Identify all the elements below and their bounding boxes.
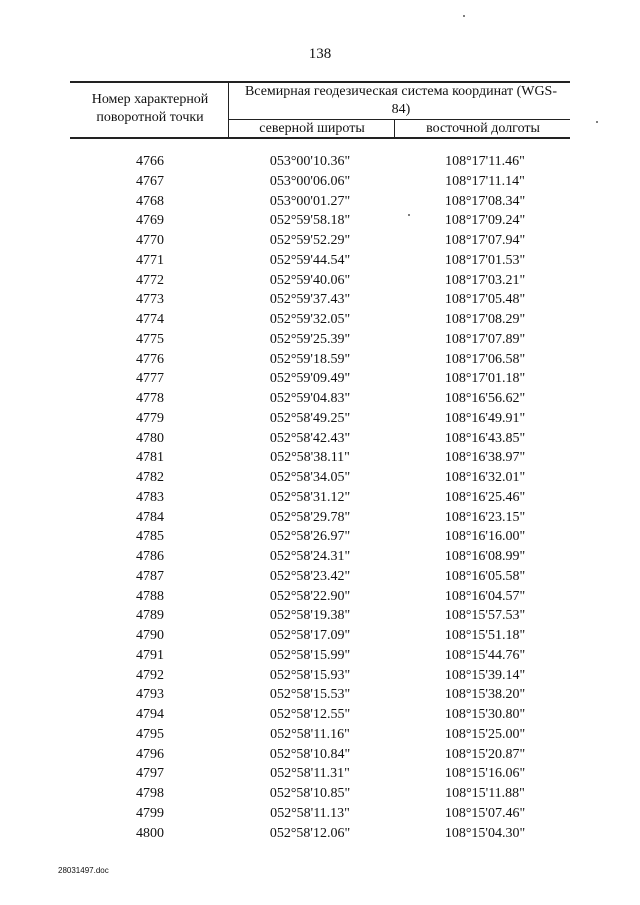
latitude-cell: 052°58'15.99" bbox=[269, 647, 351, 663]
table-row bbox=[0, 508, 640, 528]
table-row bbox=[0, 587, 640, 607]
table-row bbox=[0, 429, 640, 449]
longitude-cell: 108°15'11.88" bbox=[445, 786, 525, 801]
latitude-cell: 052°58'12.55" bbox=[269, 707, 351, 722]
point-number-cell: 4795 bbox=[136, 726, 164, 742]
table-row bbox=[0, 172, 640, 192]
point-number-cell: 4792 bbox=[136, 667, 164, 683]
longitude-cell: 108°16'32.01" bbox=[444, 470, 526, 485]
longitude-cell: 108°15'38.20" bbox=[444, 687, 526, 703]
latitude-cell: 052°59'40.06" bbox=[269, 272, 351, 288]
latitude-cell: 052°58'23.42" bbox=[269, 568, 351, 584]
table-row bbox=[0, 685, 640, 705]
table-row bbox=[0, 764, 640, 784]
longitude-cell: 108°16'16.00" bbox=[444, 529, 526, 545]
latitude-cell: 052°59'44.54" bbox=[269, 252, 351, 268]
longitude-cell: 108°15'51.18" bbox=[444, 628, 526, 643]
latitude-cell: 052°58'11.31" bbox=[270, 766, 350, 782]
table-row bbox=[0, 152, 640, 172]
table-row bbox=[0, 448, 640, 468]
table-row bbox=[0, 369, 640, 389]
table-row bbox=[0, 389, 640, 409]
latitude-cell: 052°58'12.06" bbox=[269, 825, 351, 841]
longitude-cell: 108°17'09.24" bbox=[444, 213, 526, 229]
table-row bbox=[0, 211, 640, 231]
latitude-cell: 052°58'38.11" bbox=[270, 450, 350, 466]
header-point-number: Номер характерной поворотной точки bbox=[91, 92, 209, 125]
latitude-cell: 052°58'11.16" bbox=[270, 726, 350, 742]
point-number-cell: 4793 bbox=[136, 687, 164, 703]
longitude-cell: 108°16'25.46" bbox=[444, 489, 526, 505]
point-number-cell: 4786 bbox=[136, 549, 164, 564]
longitude-cell: 108°17'07.89" bbox=[444, 331, 526, 347]
point-number-cell: 4777 bbox=[136, 371, 164, 387]
table-row bbox=[0, 350, 640, 370]
latitude-cell: 052°59'09.49" bbox=[269, 371, 351, 387]
table-row bbox=[0, 310, 640, 330]
point-number-cell: 4787 bbox=[136, 568, 164, 584]
latitude-cell: 052°58'49.25" bbox=[269, 410, 351, 426]
longitude-cell: 108°17'07.94" bbox=[444, 233, 526, 248]
point-number-cell: 4776 bbox=[136, 351, 164, 367]
point-number-cell: 4769 bbox=[136, 213, 164, 229]
latitude-cell: 052°58'17.09" bbox=[269, 628, 351, 643]
longitude-cell: 108°16'05.58" bbox=[444, 568, 526, 584]
coordinate-table bbox=[0, 152, 640, 843]
longitude-cell: 108°15'25.00" bbox=[444, 726, 526, 742]
longitude-cell: 108°15'04.30" bbox=[444, 825, 526, 841]
table-row bbox=[0, 705, 640, 725]
header-divider-sub bbox=[394, 119, 395, 138]
table-row bbox=[0, 488, 640, 508]
point-number-cell: 4782 bbox=[136, 470, 164, 485]
latitude-cell: 052°58'15.93" bbox=[269, 667, 351, 683]
table-row bbox=[0, 251, 640, 271]
point-number-cell: 4790 bbox=[136, 628, 164, 643]
longitude-cell: 108°17'01.53" bbox=[444, 252, 526, 268]
longitude-cell: 108°17'06.58" bbox=[444, 351, 526, 367]
latitude-cell: 052°59'52.29" bbox=[269, 233, 351, 248]
point-number-cell: 4774 bbox=[136, 312, 164, 327]
point-number-cell: 4797 bbox=[136, 766, 164, 782]
point-number-cell: 4775 bbox=[136, 331, 164, 347]
latitude-cell: 052°59'58.18" bbox=[269, 213, 351, 229]
longitude-cell: 108°16'49.91" bbox=[444, 410, 526, 426]
point-number-cell: 4791 bbox=[136, 647, 164, 663]
table-row bbox=[0, 567, 640, 587]
table-row bbox=[0, 231, 640, 251]
point-number-cell: 4796 bbox=[136, 746, 164, 762]
file-name: 28031497.doc bbox=[58, 866, 109, 875]
point-number-cell: 4785 bbox=[136, 529, 164, 545]
point-number-cell: 4767 bbox=[136, 173, 164, 189]
longitude-cell: 108°17'08.29" bbox=[444, 312, 526, 327]
scan-speck bbox=[408, 214, 410, 216]
point-number-cell: 4768 bbox=[136, 193, 164, 209]
longitude-cell: 108°17'03.21" bbox=[444, 272, 526, 288]
table-row bbox=[0, 646, 640, 666]
table-row bbox=[0, 330, 640, 350]
point-number-cell: 4800 bbox=[136, 825, 164, 841]
longitude-cell: 108°15'39.14" bbox=[444, 667, 526, 683]
header-coordinate-system: Всемирная геодезическая система координат (WGS-84) bbox=[244, 84, 558, 117]
point-number-cell: 4799 bbox=[136, 805, 164, 821]
latitude-cell: 052°58'22.90" bbox=[269, 588, 351, 604]
table-row bbox=[0, 804, 640, 824]
latitude-cell: 052°59'25.39" bbox=[269, 331, 351, 347]
longitude-cell: 108°16'56.62" bbox=[444, 391, 526, 406]
table-row bbox=[0, 468, 640, 488]
latitude-cell: 053°00'01.27" bbox=[269, 193, 351, 209]
point-number-cell: 4784 bbox=[136, 509, 164, 525]
latitude-cell: 052°59'04.83" bbox=[269, 391, 351, 406]
table-row bbox=[0, 745, 640, 765]
longitude-cell: 108°15'16.06" bbox=[444, 766, 526, 782]
point-number-cell: 4781 bbox=[136, 450, 164, 466]
latitude-cell: 052°58'31.12" bbox=[269, 489, 351, 505]
point-number-cell: 4798 bbox=[136, 786, 164, 801]
latitude-cell: 052°58'24.31" bbox=[269, 549, 351, 564]
longitude-cell: 108°17'05.48" bbox=[444, 292, 526, 308]
point-number-cell: 4788 bbox=[136, 588, 164, 604]
longitude-cell: 108°17'01.18" bbox=[444, 371, 526, 387]
latitude-cell: 052°58'26.97" bbox=[269, 529, 351, 545]
table-row bbox=[0, 725, 640, 745]
table-row bbox=[0, 784, 640, 804]
latitude-cell: 053°00'06.06" bbox=[269, 173, 351, 189]
table-row bbox=[0, 547, 640, 567]
longitude-cell: 108°16'43.85" bbox=[444, 430, 526, 446]
table-row bbox=[0, 666, 640, 686]
latitude-cell: 052°58'11.13" bbox=[270, 805, 350, 821]
longitude-cell: 108°17'11.46" bbox=[445, 154, 525, 169]
longitude-cell: 108°16'08.99" bbox=[444, 549, 526, 564]
point-number-cell: 4766 bbox=[136, 154, 164, 169]
table-row bbox=[0, 824, 640, 844]
table-row bbox=[0, 626, 640, 646]
table-row bbox=[0, 271, 640, 291]
longitude-cell: 108°17'11.14" bbox=[445, 173, 525, 189]
table-row bbox=[0, 527, 640, 547]
latitude-cell: 052°59'18.59" bbox=[269, 351, 351, 367]
longitude-cell: 108°16'38.97" bbox=[444, 450, 526, 466]
latitude-cell: 052°58'10.84" bbox=[269, 746, 351, 762]
header-latitude: северной широты bbox=[259, 121, 365, 136]
point-number-cell: 4778 bbox=[136, 391, 164, 406]
latitude-cell: 053°00'10.36" bbox=[269, 154, 351, 169]
latitude-cell: 052°58'15.53" bbox=[269, 687, 351, 703]
latitude-cell: 052°58'34.05" bbox=[269, 470, 351, 485]
longitude-cell: 108°15'44.76" bbox=[444, 647, 526, 663]
point-number-cell: 4770 bbox=[136, 233, 164, 248]
latitude-cell: 052°58'19.38" bbox=[269, 608, 351, 624]
point-number-cell: 4794 bbox=[136, 707, 164, 722]
point-number-cell: 4789 bbox=[136, 608, 164, 624]
point-number-cell: 4779 bbox=[136, 410, 164, 426]
scan-speck bbox=[463, 15, 465, 17]
longitude-cell: 108°15'20.87" bbox=[444, 746, 526, 762]
header-divider-left bbox=[228, 81, 229, 138]
table-row bbox=[0, 290, 640, 310]
longitude-cell: 108°15'30.80" bbox=[444, 707, 526, 722]
longitude-cell: 108°15'57.53" bbox=[444, 608, 526, 624]
point-number-cell: 4772 bbox=[136, 272, 164, 288]
latitude-cell: 052°58'10.85" bbox=[269, 786, 351, 801]
latitude-cell: 052°58'42.43" bbox=[269, 430, 351, 446]
latitude-cell: 052°59'37.43" bbox=[269, 292, 351, 308]
table-row bbox=[0, 606, 640, 626]
header-longitude: восточной долготы bbox=[426, 121, 540, 136]
point-number-cell: 4773 bbox=[136, 292, 164, 308]
point-number-cell: 4771 bbox=[136, 252, 164, 268]
scan-speck bbox=[596, 121, 598, 123]
page-number: 138 bbox=[308, 46, 332, 62]
table-row bbox=[0, 409, 640, 429]
longitude-cell: 108°15'07.46" bbox=[444, 805, 526, 821]
latitude-cell: 052°58'29.78" bbox=[269, 509, 351, 525]
point-number-cell: 4783 bbox=[136, 489, 164, 505]
longitude-cell: 108°17'08.34" bbox=[444, 193, 526, 209]
point-number-cell: 4780 bbox=[136, 430, 164, 446]
table-row bbox=[0, 192, 640, 212]
longitude-cell: 108°16'23.15" bbox=[444, 509, 526, 525]
latitude-cell: 052°59'32.05" bbox=[269, 312, 351, 327]
longitude-cell: 108°16'04.57" bbox=[444, 588, 526, 604]
